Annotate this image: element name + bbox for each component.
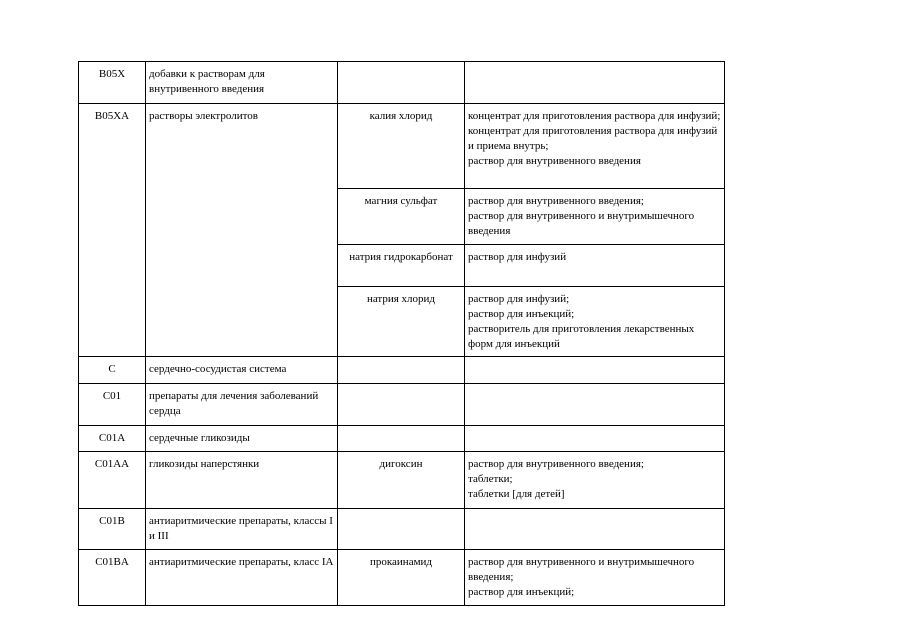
dosage-forms-cell	[465, 357, 725, 384]
drug-name-cell: натрия гидрокарбонат	[338, 245, 465, 287]
drug-name-cell	[338, 384, 465, 426]
dosage-form: растворитель для приготовления лекарственных форм для инъекций	[468, 323, 695, 350]
dosage-form: концентрат для приготовления раствора для инфузий и приема внутрь;	[468, 125, 718, 152]
dosage-forms-cell	[465, 550, 725, 606]
dosage-forms-cell	[465, 104, 725, 189]
group-name-cell: препараты для лечения заболеваний сердца	[146, 384, 338, 426]
dosage-form: раствор для инъекций;	[468, 308, 575, 320]
drug-name-cell	[338, 426, 465, 452]
drug-classification-table	[78, 61, 725, 606]
dosage-form: раствор для инъекций;	[468, 586, 575, 598]
group-name-cell: добавки к растворам для внутривенного введения	[146, 62, 338, 104]
group-name-cell: сердечные гликозиды	[146, 426, 338, 452]
group-name-cell: гликозиды наперстянки	[146, 452, 338, 509]
table-row	[79, 62, 725, 104]
atc-code-cell: C	[79, 357, 146, 384]
dosage-form: раствор для внутривенного введения;	[468, 458, 644, 470]
dosage-forms-cell	[465, 287, 725, 357]
table-row	[79, 384, 725, 426]
dosage-form: концентрат для приготовления раствора для инфузий;	[468, 110, 721, 122]
drug-name-cell	[338, 357, 465, 384]
group-name-cell: растворы электролитов	[146, 104, 338, 357]
dosage-form: раствор для инфузий;	[468, 293, 570, 305]
dosage-form: таблетки;	[468, 473, 513, 485]
atc-code-cell: B05X	[79, 62, 146, 104]
dosage-forms-cell	[465, 452, 725, 509]
group-name-cell: антиаритмические препараты, класс IA	[146, 550, 338, 606]
group-name-cell: сердечно-сосудистая система	[146, 357, 338, 384]
dosage-forms-cell	[465, 189, 725, 245]
dosage-form: раствор для внутривенного введения;	[468, 195, 644, 207]
dosage-form: раствор для инфузий	[468, 251, 567, 263]
dosage-form: раствор для внутривенного и внутримышечного введения;	[468, 556, 695, 583]
table-row	[79, 426, 725, 452]
dosage-forms-cell	[465, 384, 725, 426]
dosage-form: раствор для внутривенного введения	[468, 155, 641, 167]
dosage-form: раствор для внутривенного и внутримышечного введения	[468, 210, 695, 237]
atc-code-cell: C01	[79, 384, 146, 426]
dosage-forms-cell	[465, 509, 725, 550]
group-name-cell: антиаритмические препараты, классы I и III	[146, 509, 338, 550]
atc-code-cell: C01BA	[79, 550, 146, 606]
drug-name-cell	[338, 62, 465, 104]
dosage-form: таблетки [для детей]	[468, 488, 565, 500]
atc-code-cell: C01AA	[79, 452, 146, 509]
atc-code-cell: C01B	[79, 509, 146, 550]
drug-name-cell	[338, 509, 465, 550]
table-row	[79, 509, 725, 550]
drug-name-cell: прокаинамид	[338, 550, 465, 606]
dosage-forms-cell	[465, 426, 725, 452]
table-row	[79, 104, 725, 189]
table-row	[79, 550, 725, 606]
drug-name-cell: дигоксин	[338, 452, 465, 509]
dosage-forms-cell	[465, 62, 725, 104]
table-row	[79, 357, 725, 384]
atc-code-cell: C01A	[79, 426, 146, 452]
table-row	[79, 452, 725, 509]
dosage-forms-cell	[465, 245, 725, 287]
atc-code-cell: B05XA	[79, 104, 146, 357]
drug-name-cell: калия хлорид	[338, 104, 465, 189]
drug-name-cell: магния сульфат	[338, 189, 465, 245]
drug-name-cell: натрия хлорид	[338, 287, 465, 357]
